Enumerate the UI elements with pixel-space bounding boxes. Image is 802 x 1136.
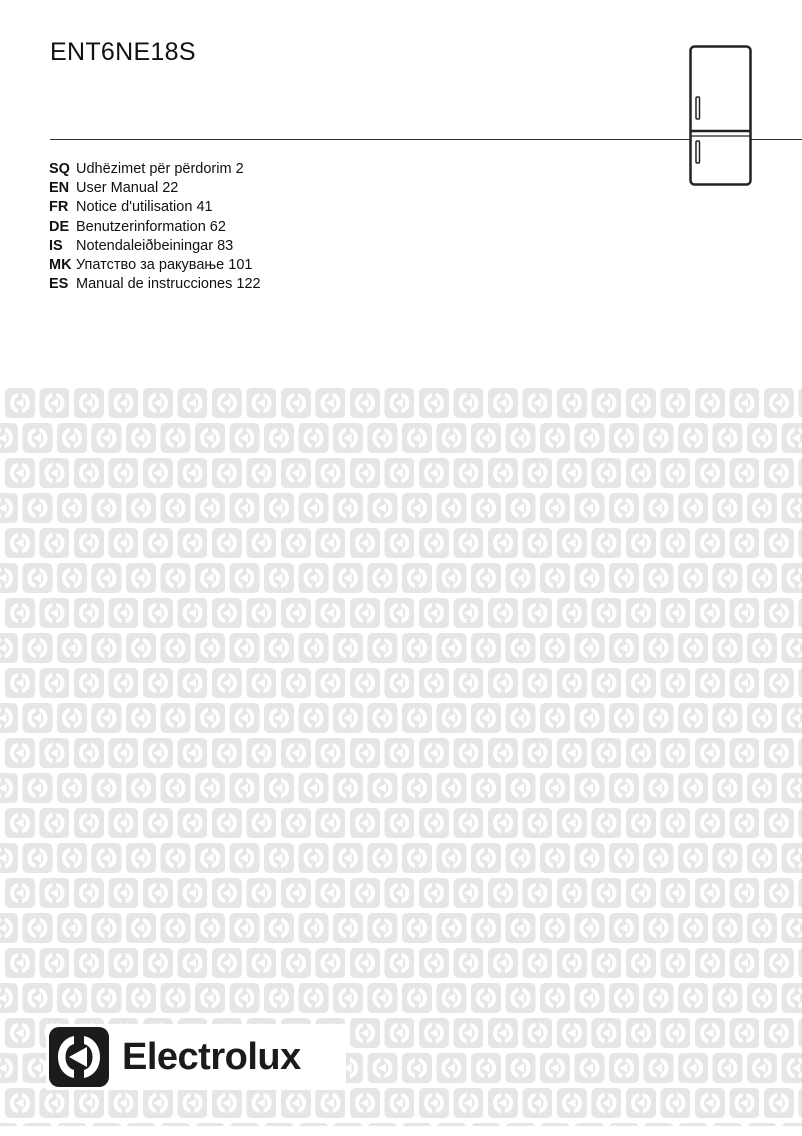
manual-title: User Manual	[76, 180, 159, 197]
brand-wordmark: Electrolux	[122, 1035, 301, 1078]
manual-title: Udhëzimet për përdorim	[76, 161, 232, 177]
language-code: SQ	[49, 161, 70, 177]
brand-logo	[46, 1024, 346, 1090]
language-code: FR	[49, 199, 69, 216]
language-code: MK	[49, 256, 72, 273]
brand-pattern-background	[0, 383, 802, 1126]
page-number: 22	[162, 180, 179, 197]
page-number: 41	[196, 199, 213, 216]
fridge-freezer-icon	[689, 45, 753, 187]
language-code: ES	[49, 276, 69, 293]
language-entry	[49, 256, 261, 275]
manual-title: Notendaleiðbeiningar	[76, 237, 214, 254]
language-entry	[49, 160, 261, 179]
language-entry	[49, 179, 261, 198]
language-index	[49, 160, 261, 294]
page-number: 101	[228, 256, 253, 273]
manual-title: Notice d'utilisation	[76, 199, 193, 216]
language-code: EN	[49, 180, 70, 197]
language-entry	[49, 198, 261, 217]
model-number: ENT6NE18S	[50, 38, 196, 66]
manual-title: Manual de instrucciones	[76, 276, 233, 293]
page-number: 122	[236, 276, 261, 293]
language-code: IS	[49, 237, 63, 254]
page-number: 83	[217, 237, 234, 254]
language-entry	[49, 237, 261, 256]
page-number: 62	[209, 218, 226, 235]
page-number: 2	[235, 161, 244, 177]
language-entry	[49, 218, 261, 237]
manual-title: Упатство за ракување	[76, 256, 225, 273]
language-entry	[49, 275, 261, 294]
electrolux-logo-icon	[49, 1027, 109, 1087]
manual-title: Benutzerinformation	[76, 218, 206, 235]
language-code: DE	[49, 218, 70, 235]
